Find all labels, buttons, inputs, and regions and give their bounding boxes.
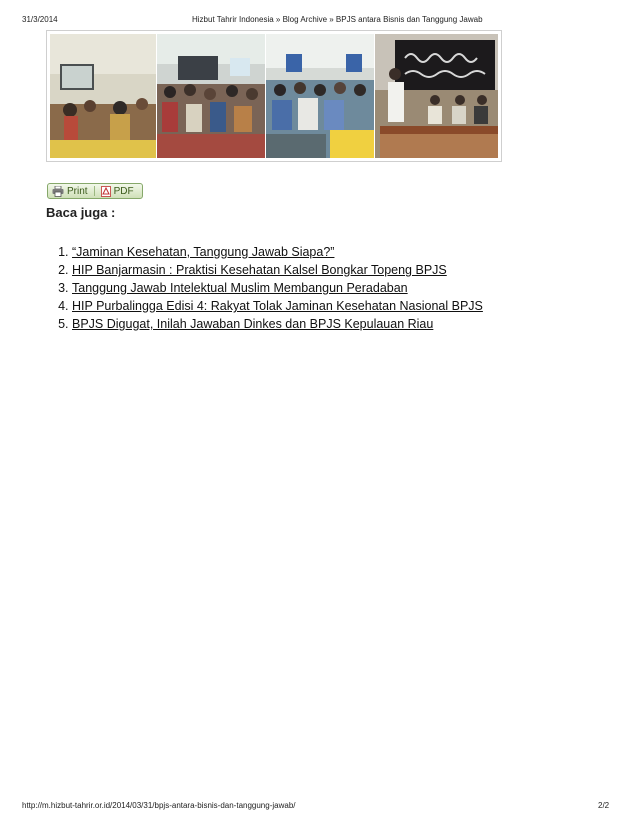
related-articles-list [34, 243, 483, 333]
photo-panel-2 [157, 34, 265, 158]
related-link-2[interactable]: HIP Banjarmasin : Praktisi Kesehatan Kalsel Bongkar Topeng BPJS [72, 263, 447, 277]
related-link-1[interactable]: “Jaminan Kesehatan, Tanggung Jawab Siapa?” [72, 245, 335, 259]
photo-panel-4 [375, 34, 498, 158]
pdf-label: PDF [113, 185, 134, 197]
related-link-3[interactable]: Tanggung Jawab Intelektual Muslim Membangun Peradaban [72, 281, 408, 295]
print-pdf-button[interactable] [47, 183, 143, 199]
header-page-title: Hizbut Tahrir Indonesia » Blog Archive » BPJS antara Bisnis dan Tanggung Jawab [192, 15, 483, 24]
list-item [72, 297, 483, 315]
list-item [72, 279, 483, 297]
printer-icon [52, 186, 64, 197]
related-heading: Baca juga : [46, 205, 116, 220]
button-divider [94, 186, 95, 196]
event-photo-collage [46, 30, 502, 162]
pdf-icon [101, 186, 111, 197]
photo-panel-1 [50, 34, 156, 158]
related-link-5[interactable]: BPJS Digugat, Inilah Jawaban Dinkes dan BPJS Kepulauan Riau [72, 317, 434, 331]
photo-panel-3 [266, 34, 374, 158]
related-link-4[interactable]: HIP Purbalingga Edisi 4: Rakyat Tolak Jaminan Kesehatan Nasional BPJS [72, 299, 483, 313]
photo-collage-image [50, 34, 498, 158]
list-item [72, 315, 483, 333]
list-item [72, 243, 483, 261]
print-label: Print [67, 185, 88, 197]
header-date: 31/3/2014 [22, 15, 58, 24]
footer-url: http://m.hizbut-tahrir.or.id/2014/03/31/bpjs-antara-bisnis-dan-tanggung-jawab/ [22, 801, 296, 810]
footer-page-number: 2/2 [598, 801, 610, 810]
list-item [72, 261, 483, 279]
